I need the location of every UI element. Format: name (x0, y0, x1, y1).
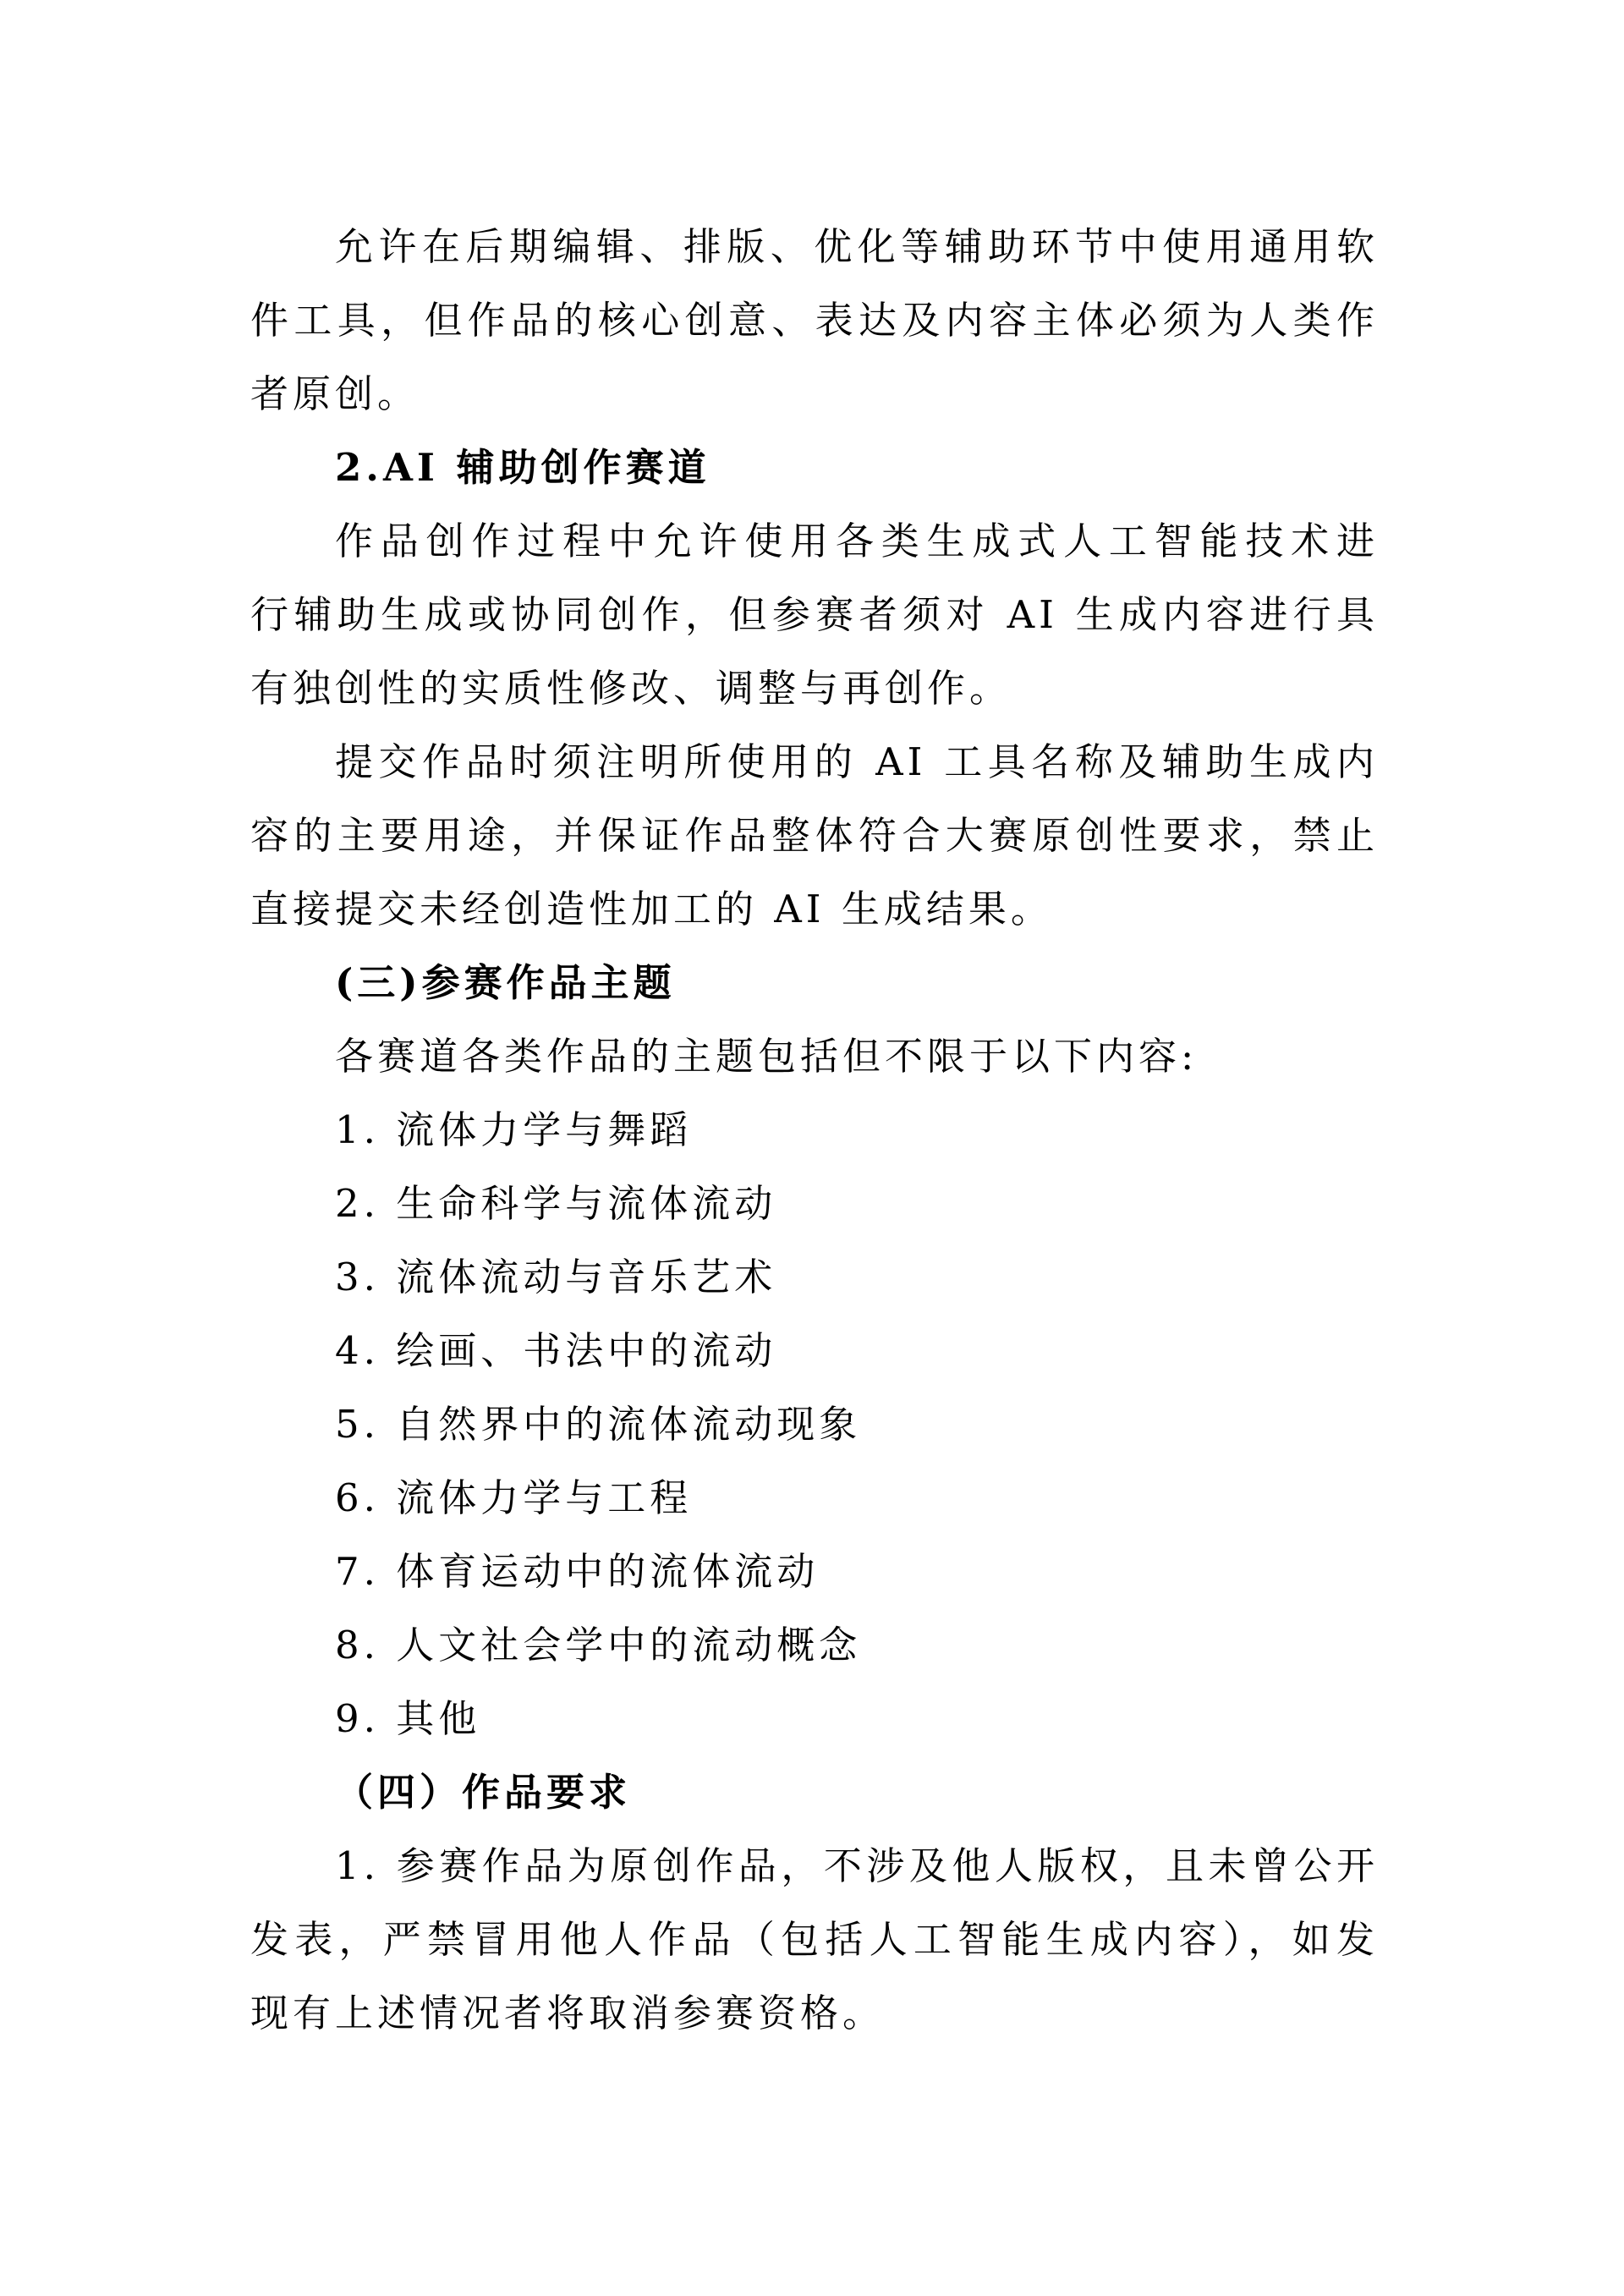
theme-list-item: 5. 自然界中的流体流动现象 (335, 1402, 862, 1447)
theme-list-item: 2. 生命科学与流体流动 (335, 1181, 777, 1226)
paragraph-line: 发表，严禁冒用他人作品（包括人工智能生成内容），如发 (250, 1917, 1379, 1962)
paragraph-line: 允许在后期编辑、排版、优化等辅助环节中使用通用软 (335, 224, 1379, 269)
paragraph-line: 提交作品时须注明所使用的 AI 工具名称及辅助生成内 (335, 739, 1379, 784)
theme-list-item: 4. 绘画、书法中的流动 (335, 1328, 777, 1373)
theme-list-item: 6. 流体力学与工程 (335, 1475, 693, 1520)
paragraph-line: 者原创。 (250, 371, 420, 416)
paragraph-line: 各赛道各类作品的主题包括但不限于以下内容: (335, 1034, 1199, 1079)
theme-list-item: 9. 其他 (335, 1696, 481, 1741)
paragraph-line: 1. 参赛作品为原创作品，不涉及他人版权，且未曾公开 (335, 1843, 1379, 1888)
paragraph-line: 容的主要用途，并保证作品整体符合大赛原创性要求，禁止 (250, 813, 1379, 858)
paragraph-line: 直接提交未经创造性加工的 AI 生成结果。 (250, 887, 1053, 931)
theme-list-item: 8. 人文社会学中的流动概念 (335, 1623, 862, 1667)
paragraph-line: 有独创性的实质性修改、调整与再创作。 (250, 666, 1012, 711)
paragraph-line: 现有上述情况者将取消参赛资格。 (250, 1991, 886, 2035)
section-heading-ai-track: 2.AI 辅助创作赛道 (335, 445, 710, 490)
document-content (250, 210, 1379, 2050)
paragraph-line: 作品创作过程中允许使用各类生成式人工智能技术进 (335, 519, 1379, 563)
theme-list-item: 3. 流体流动与音乐艺术 (335, 1255, 777, 1299)
paragraph-line: 件工具，但作品的核心创意、表达及内容主体必须为人类作 (250, 298, 1379, 343)
section-heading-themes: (三)参赛作品主题 (335, 960, 676, 1005)
section-heading-requirements: （四）作品要求 (335, 1770, 632, 1815)
theme-list-item: 7. 体育运动中的流体流动 (335, 1549, 820, 1594)
paragraph-line: 行辅助生成或协同创作，但参赛者须对 AI 生成内容进行具 (250, 592, 1379, 637)
theme-list-item: 1. 流体力学与舞蹈 (335, 1107, 693, 1152)
